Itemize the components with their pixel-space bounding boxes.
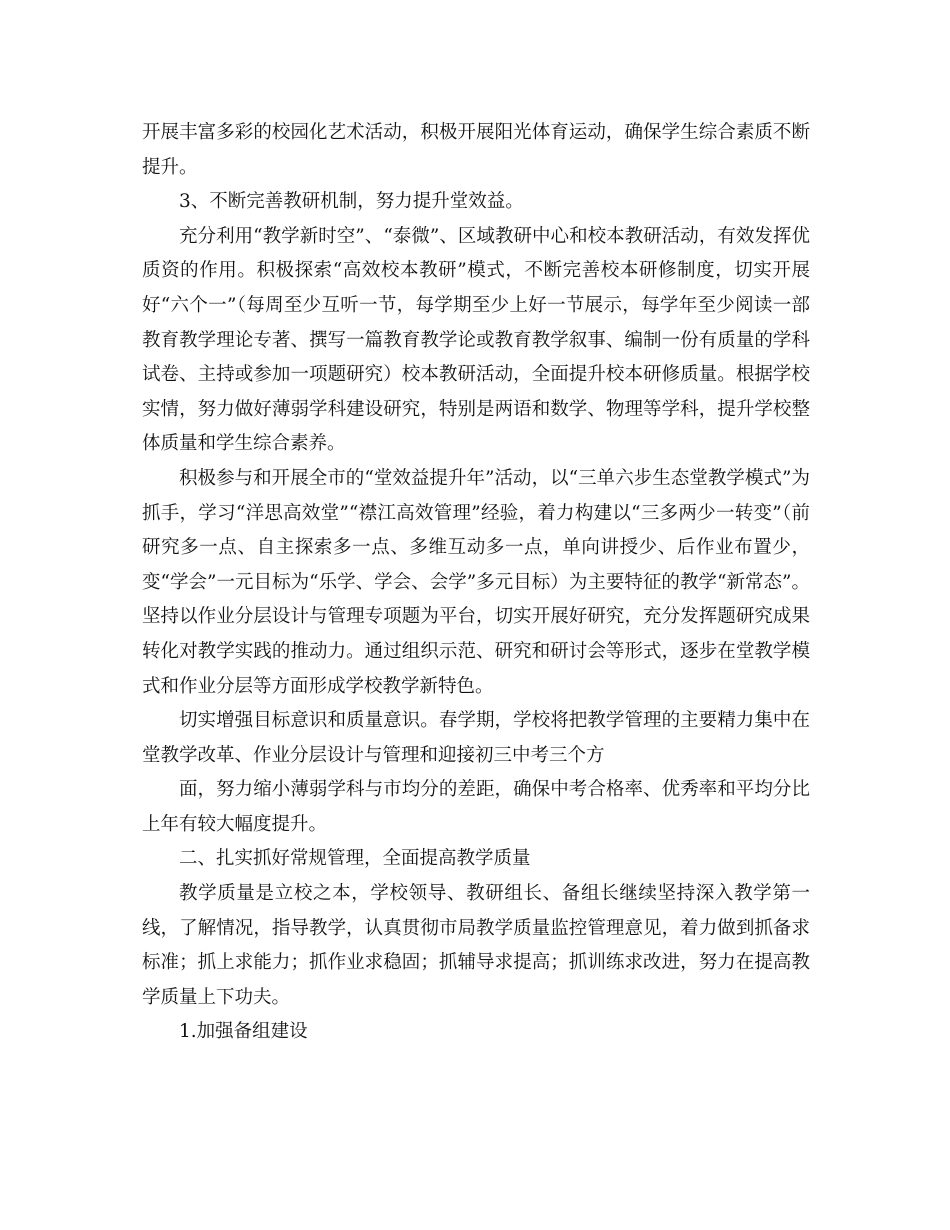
paragraph-teaching-research: 充分利用“教学新时空”、“泰微”、区域教研中心和校本教研活动，有效发挥优质资的作用。积极探索“高效校本教研”模式，不断完善校本研修制度，切实开展好“六个一”（每周至少互听一节，每学期至少上好一节展示，每学年至少阅读一部教育教学理论专著、撰写一篇教育教学论或教育教学叙事、编制一份有质量的学科试卷、主持或参加一项题研究）校本教研活动，全面提升校本研修质量。根据学校实情，努力做好薄弱学科建设研究，特别是两语和数学、物理等学科，提升学校整体质量和学生综合素养。: [142, 225, 810, 455]
paragraph-quality-awareness: 切实增强目标意识和质量意识。春学期，学校将把教学管理的主要精力集中在堂教学改革、作业分层设计与管理和迎接初三中考三个方: [142, 710, 810, 766]
document-body: [142, 116, 810, 1050]
section-heading-3: 3、不断完善教研机制，努力提升堂效益。: [179, 191, 524, 213]
subsection-heading-1: 1.加强备组建设: [179, 1021, 308, 1043]
paragraph-classroom-efficiency: 积极参与和开展全市的“堂效益提升年”活动，以“三单六步生态堂教学模式”为抓手，学习“洋思高效堂”“襟江高效管理”经验，着力构建以“三多两少一转变”（前研究多一点、自主探索多一点、多维互动多一点，单向讲授少、后作业布置少，变“学会”一元目标为“乐学、学会、会学”多元目标）为主要特征的教学“新常态”。坚持以作业分层设计与管理专项题为平台，切实开展好研究，充分发挥题研究成果转化对教学实践的推动力。通过组织示范、研究和研讨会等形式，逐步在堂教学模式和作业分层等方面形成学校教学新特色。: [142, 467, 810, 697]
section-heading-2: 二、扎实抓好常规管理，全面提高教学质量: [179, 848, 531, 870]
paragraph-quality-awareness-cont: 面，努力缩小薄弱学科与市均分的差距，确保中考合格率、优秀率和平均分比上年有较大幅度提升。: [142, 779, 810, 835]
paragraph-continuation: 开展丰富多彩的校园化艺术活动，积极开展阳光体育运动，确保学生综合素质不断提升。: [142, 122, 810, 178]
paragraph-teaching-quality: 教学质量是立校之本，学校领导、教研组长、备组长继续坚持深入教学第一线，了解情况，指导教学，认真贯彻市局教学质量监控管理意见，着力做到抓备求标准；抓上求能力；抓作业求稳固；抓辅导求提高；抓训练求改进，努力在提高教学质量上下功夫。: [142, 883, 810, 1008]
